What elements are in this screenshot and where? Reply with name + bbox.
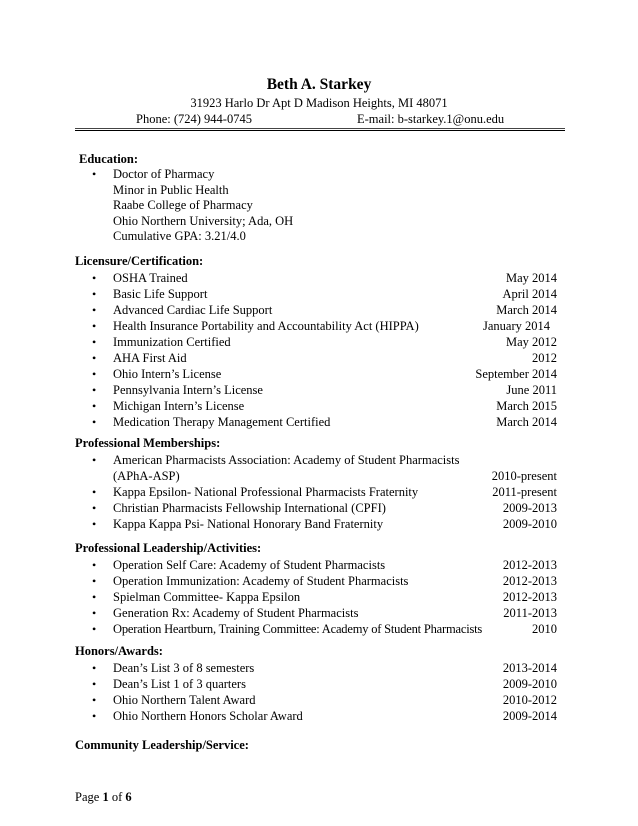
item-date: 2012-2013 bbox=[502, 574, 557, 588]
bullet: • bbox=[92, 367, 97, 381]
list-item bbox=[92, 414, 557, 430]
item-date: 2009-2013 bbox=[502, 501, 557, 515]
resume-name: Beth A. Starkey bbox=[266, 76, 372, 93]
education-heading: Education: bbox=[79, 152, 139, 166]
education-list bbox=[92, 167, 557, 245]
page-number: 1 bbox=[102, 790, 109, 804]
list-item bbox=[92, 270, 557, 286]
list-item bbox=[92, 557, 557, 573]
memberships-heading: Professional Memberships: bbox=[75, 436, 221, 450]
bullet: • bbox=[92, 574, 97, 588]
bullet: • bbox=[92, 485, 97, 499]
item-label-continued: (APhA-ASP) bbox=[113, 469, 180, 483]
bullet: • bbox=[92, 351, 97, 365]
item-label: Ohio Northern Honors Scholar Award bbox=[113, 709, 303, 723]
item-label: Spielman Committee- Kappa Epsilon bbox=[113, 590, 301, 604]
item-label: Ohio Northern Talent Award bbox=[113, 693, 256, 707]
bullet: • bbox=[92, 606, 97, 620]
item-date: 2010 bbox=[532, 622, 557, 636]
item-date: May 2014 bbox=[505, 271, 557, 285]
bullet: • bbox=[92, 383, 97, 397]
list-item bbox=[92, 214, 557, 230]
item-date: 2009-2010 bbox=[502, 677, 557, 691]
address-line: 31923 Harlo Dr Apt D Madison Heights, MI 48071 bbox=[190, 96, 448, 110]
item-date: June 2011 bbox=[506, 383, 557, 397]
item-label: Operation Self Care: Academy of Student Pharmacists bbox=[113, 558, 386, 572]
bullet: • bbox=[92, 453, 97, 467]
list-item bbox=[92, 500, 557, 516]
bullet: • bbox=[92, 590, 97, 604]
list-item bbox=[92, 605, 557, 621]
licensure-heading: Licensure/Certification: bbox=[75, 254, 204, 268]
item-label: Christian Pharmacists Fellowship International (CPFI) bbox=[113, 501, 386, 515]
item-label: Michigan Intern’s License bbox=[113, 399, 245, 413]
header-rule bbox=[75, 130, 565, 131]
list-item bbox=[92, 468, 557, 484]
bullet: • bbox=[92, 501, 97, 515]
item-label: Health Insurance Portability and Accountability Act (HIPPA) bbox=[113, 319, 419, 333]
bullet: • bbox=[92, 303, 97, 317]
item-date: 2012-2013 bbox=[502, 558, 557, 572]
item-date: 2013-2014 bbox=[502, 661, 557, 675]
licensure-list bbox=[92, 270, 557, 430]
list-item bbox=[92, 516, 557, 532]
leadership-heading: Professional Leadership/Activities: bbox=[75, 541, 262, 555]
bullet: • bbox=[92, 167, 97, 181]
item-date: 2009-2010 bbox=[502, 517, 557, 531]
bullet: • bbox=[92, 677, 97, 691]
education-line: Ohio Northern University; Ada, OH bbox=[113, 213, 294, 228]
item-label: AHA First Aid bbox=[113, 351, 187, 365]
bullet: • bbox=[92, 693, 97, 707]
list-item bbox=[92, 382, 557, 398]
item-date: May 2012 bbox=[505, 335, 557, 349]
email-line: E-mail: b-starkey.1@onu.edu bbox=[357, 112, 505, 126]
item-label: Operation Immunization: Academy of Student Pharmacists bbox=[113, 574, 409, 588]
education-line: Raabe College of Pharmacy bbox=[113, 198, 253, 212]
item-date: January 2014 bbox=[483, 319, 550, 333]
community-heading: Community Leadership/Service: bbox=[75, 738, 249, 752]
item-label: Ohio Intern’s License bbox=[113, 367, 222, 381]
item-label: Kappa Epsilon- National Professional Pharmacists Fraternity bbox=[113, 485, 419, 499]
item-label: Kappa Kappa Psi- National Honorary Band Fraternity bbox=[113, 517, 384, 531]
list-item bbox=[92, 366, 557, 382]
list-item bbox=[92, 398, 557, 414]
item-label: Advanced Cardiac Life Support bbox=[113, 303, 273, 317]
item-label: Basic Life Support bbox=[113, 287, 208, 301]
honors-list bbox=[92, 660, 557, 724]
page-footer bbox=[75, 790, 132, 805]
item-date: March 2014 bbox=[496, 303, 557, 317]
list-item bbox=[92, 183, 557, 199]
item-date: April 2014 bbox=[502, 287, 557, 301]
page-word: Page bbox=[75, 790, 100, 804]
bullet: • bbox=[92, 335, 97, 349]
list-item bbox=[92, 452, 557, 468]
phone-line: Phone: (724) 944-0745 bbox=[136, 112, 252, 126]
item-date: March 2014 bbox=[496, 415, 557, 429]
item-label: American Pharmacists Association: Academy of Student Pharmacists bbox=[113, 453, 460, 467]
bullet: • bbox=[92, 622, 97, 636]
item-date: 2009-2014 bbox=[502, 709, 557, 723]
honors-heading: Honors/Awards: bbox=[75, 644, 163, 658]
list-item bbox=[92, 302, 557, 318]
list-item bbox=[92, 484, 557, 500]
item-date: 2011-2013 bbox=[503, 606, 557, 620]
list-item bbox=[92, 708, 557, 724]
item-date: 2010-2012 bbox=[502, 693, 557, 707]
leadership-list bbox=[92, 557, 557, 637]
bullet: • bbox=[92, 287, 97, 301]
list-item bbox=[92, 573, 557, 589]
bullet: • bbox=[92, 558, 97, 572]
item-date: 2012-2013 bbox=[502, 590, 557, 604]
bullet: • bbox=[92, 271, 97, 285]
of-word: of bbox=[111, 790, 123, 804]
bullet: • bbox=[92, 319, 97, 333]
item-label: Medication Therapy Management Certified bbox=[113, 415, 331, 429]
list-item bbox=[92, 660, 557, 676]
bullet: • bbox=[92, 661, 97, 675]
item-date: March 2015 bbox=[496, 399, 557, 413]
list-item bbox=[92, 318, 557, 334]
item-label: Operation Heartburn, Training Committee: Academy of Student Pharmacists bbox=[113, 622, 483, 636]
list-item bbox=[92, 676, 557, 692]
list-item bbox=[92, 286, 557, 302]
list-item bbox=[92, 692, 557, 708]
item-label: Dean’s List 3 of 8 semesters bbox=[113, 661, 255, 675]
list-item bbox=[92, 229, 557, 245]
list-item bbox=[92, 589, 557, 605]
education-line: Minor in Public Health bbox=[113, 182, 229, 197]
list-item bbox=[92, 621, 557, 637]
bullet: • bbox=[92, 517, 97, 531]
list-item bbox=[92, 198, 557, 214]
item-date: 2010-present bbox=[491, 469, 557, 483]
item-label: Generation Rx: Academy of Student Pharmacists bbox=[113, 606, 359, 620]
item-label: Dean’s List 1 of 3 quarters bbox=[113, 677, 246, 691]
education-line: Cumulative GPA: 3.21/4.0 bbox=[113, 229, 246, 243]
item-date: September 2014 bbox=[475, 367, 557, 381]
bullet: • bbox=[92, 709, 97, 723]
list-item bbox=[92, 167, 557, 183]
page-total: 6 bbox=[125, 790, 132, 804]
item-date: 2011-present bbox=[492, 485, 557, 499]
header-rule-thin bbox=[75, 128, 565, 129]
list-item bbox=[92, 350, 557, 366]
bullet: • bbox=[92, 399, 97, 413]
item-label: OSHA Trained bbox=[113, 271, 188, 285]
bullet: • bbox=[92, 415, 97, 429]
item-label: Immunization Certified bbox=[113, 335, 231, 349]
memberships-list bbox=[92, 452, 557, 532]
list-item bbox=[92, 334, 557, 350]
education-line: Doctor of Pharmacy bbox=[113, 167, 215, 181]
item-date: 2012 bbox=[532, 351, 557, 365]
item-label: Pennsylvania Intern’s License bbox=[113, 383, 263, 397]
